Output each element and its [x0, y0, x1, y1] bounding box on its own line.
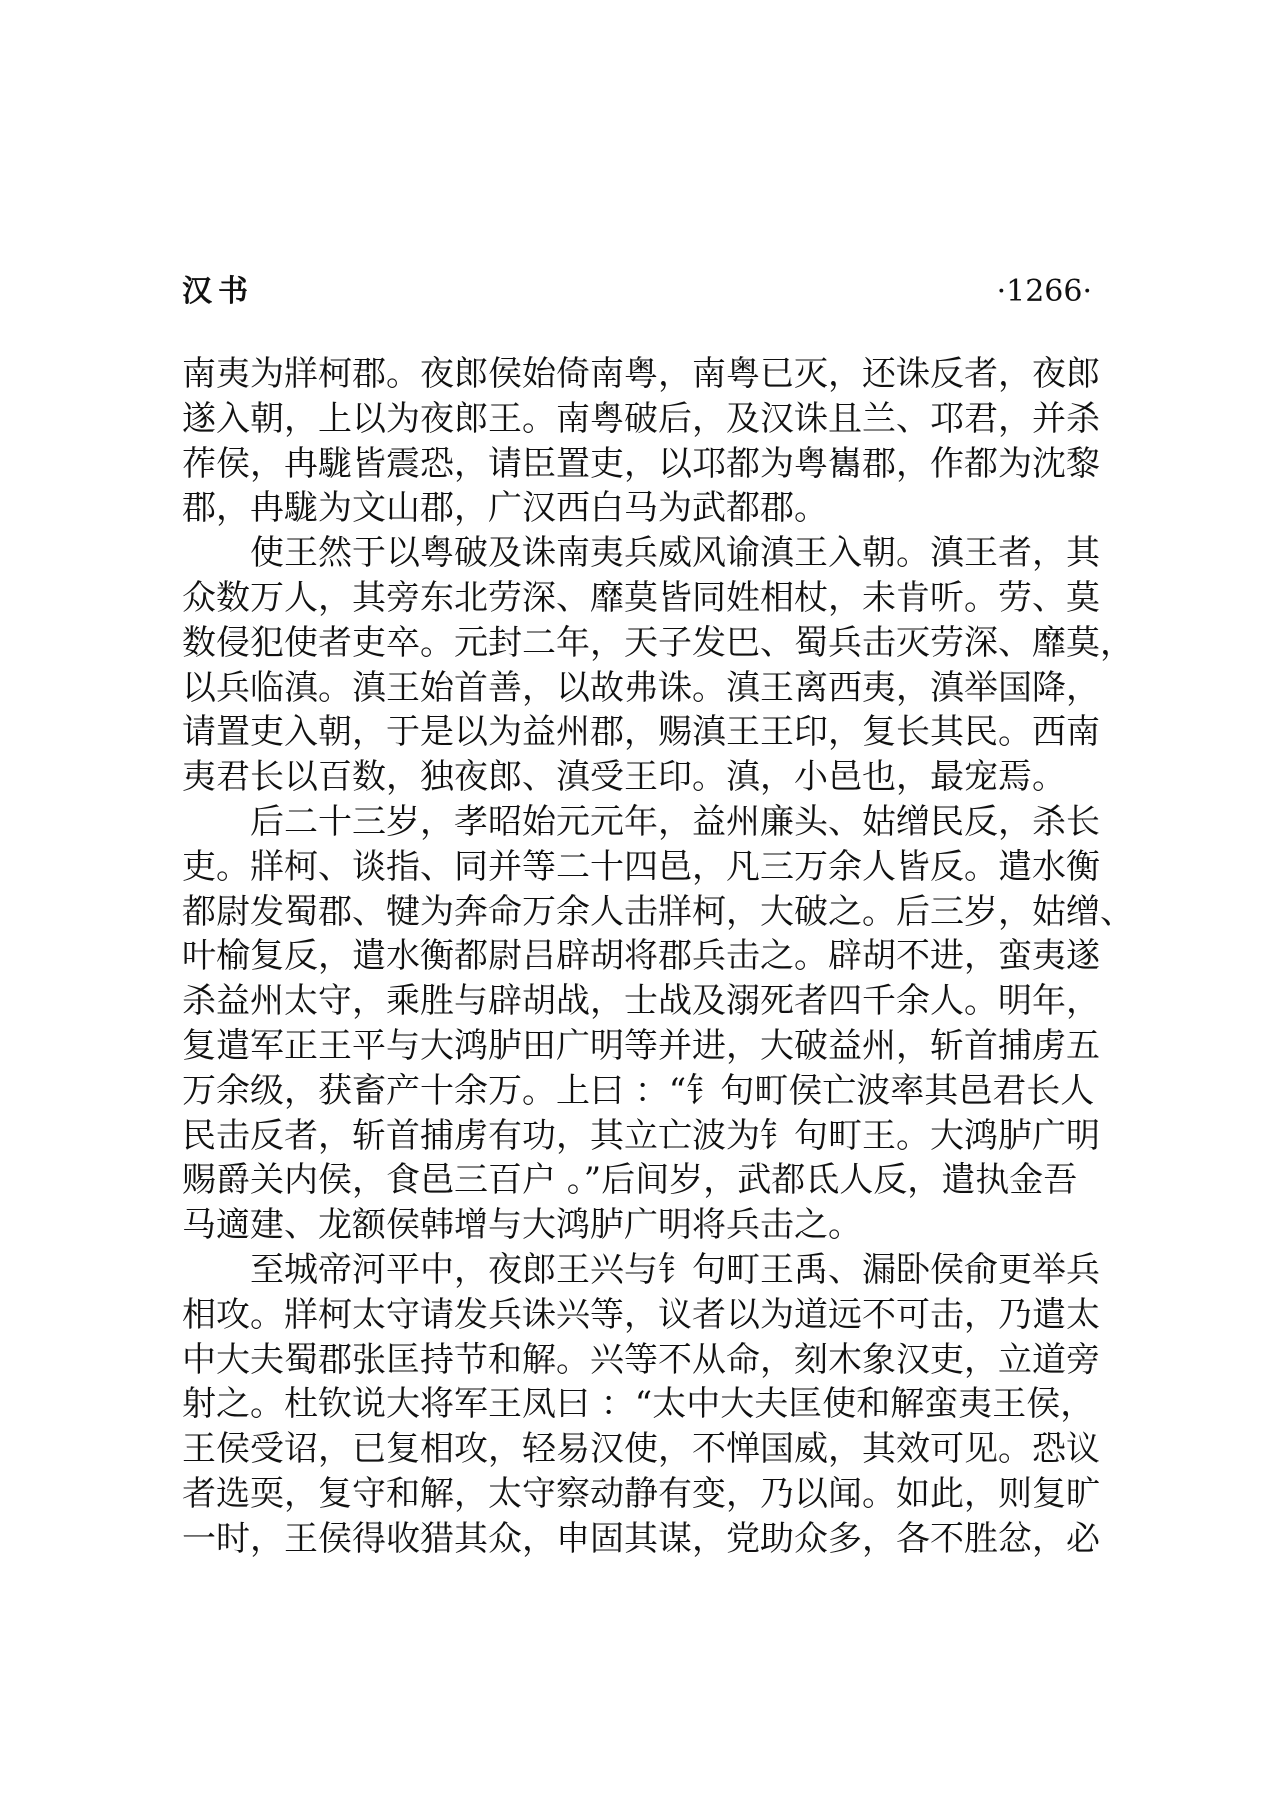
text-line: 以兵临滇。滇王始首善，以故弗诛。滇王离西夷，滇举国降， [182, 667, 1100, 708]
paragraph-1 [182, 352, 1100, 531]
text-line: 叶榆复反，遣水衡都尉吕辟胡将郡兵击之。辟胡不进，蛮夷遂 [182, 936, 1100, 977]
book-title: 汉书 [182, 274, 254, 309]
paragraph-4 [182, 1248, 1100, 1562]
text-line: 杀益州太守，乘胜与辟胡战，士战及溺死者四千余人。明年， [182, 981, 1100, 1022]
text-line: 者选耎，复守和解，太守察动静有变，乃以闻。如此，则复旷 [182, 1473, 1100, 1514]
paragraph-3 [182, 800, 1134, 1248]
text-line: 后二十三岁，孝昭始元元年，益州廉头、姑缯民反，杀长 [250, 801, 1100, 842]
text-line: 相攻。牂柯太守请发兵诛兴等，议者以为道远不可击，乃遣太 [182, 1294, 1100, 1335]
paragraph-2 [182, 531, 1134, 800]
text-line: 民击反者，斩首捕虏有功，其立亡波为钅句町王。大鸿胪广明 [182, 1115, 1100, 1156]
text-line: 郡，冉駹为文山郡，广汉西白马为武都郡。 [182, 488, 828, 529]
text-line: 请置吏入朝，于是以为益州郡，赐滇王王印，复长其民。西南 [182, 712, 1100, 753]
page-number: ·1266· [996, 274, 1092, 309]
text-line: 王侯受诏，已复相攻，轻易汉使，不惮国威，其效可见。恐议 [182, 1429, 1100, 1470]
text-line: 赐爵关内侯，食邑三百户 。”后间岁，武都氐人反，遣执金吾 [182, 1160, 1078, 1201]
text-line: 射之。杜钦说大将军王凤曰 ：“太中大夫匡使和解蛮夷王侯， [182, 1384, 1095, 1425]
text-line: 复遣军正王平与大鸿胪田广明等并进，大破益州，斩首捕虏五 [182, 1025, 1100, 1066]
text-line: 夷君长以百数，独夜郎、滇受王印。滇，小邑也，最宠焉。 [182, 757, 1066, 798]
text-line: 使王然于以粤破及诛南夷兵威风谕滇王入朝。滇王者，其 [250, 533, 1100, 574]
text-line: 莋侯，冉駹皆震恐，请臣置吏，以邛都为粤巂郡，作都为沈黎 [182, 443, 1100, 484]
text-line: 南夷为牂柯郡。夜郎侯始倚南粤，南粤已灭，还诛反者，夜郎 [182, 354, 1100, 394]
page-header [182, 270, 1092, 314]
text-line: 吏。牂柯、谈指、同并等二十四邑，凡三万余人皆反。遣水衡 [182, 846, 1100, 887]
text-line: 一时，王侯得收猎其众，申固其谋，党助众多，各不胜忿，必 [182, 1518, 1100, 1559]
text-line: 中大夫蜀郡张匡持节和解。兴等不从命，刻木象汉吏，立道旁 [182, 1339, 1100, 1380]
text-line: 遂入朝，上以为夜郎王。南粤破后，及汉诛且兰、邛君，并杀 [182, 398, 1100, 439]
body-text [182, 352, 1134, 1562]
text-line: 数侵犯使者吏卒。元封二年，天子发巴、蜀兵击灭劳深、靡莫， [182, 622, 1134, 663]
text-line: 都尉发蜀郡、犍为奔命万余人击牂柯，大破之。后三岁，姑缯、 [182, 891, 1134, 932]
text-line: 至城帝河平中，夜郎王兴与钅句町王禹、漏卧侯俞更举兵 [250, 1249, 1100, 1290]
text-line: 众数万人，其旁东北劳深、靡莫皆同姓相杖，未肯听。劳、莫 [182, 577, 1100, 618]
text-line: 万余级，获畜产十余万。上曰 ：“钅句町侯亡波率其邑君长人 [182, 1070, 1095, 1111]
text-line: 马適建、龙额侯韩增与大鸿胪广明将兵击之。 [182, 1205, 862, 1246]
